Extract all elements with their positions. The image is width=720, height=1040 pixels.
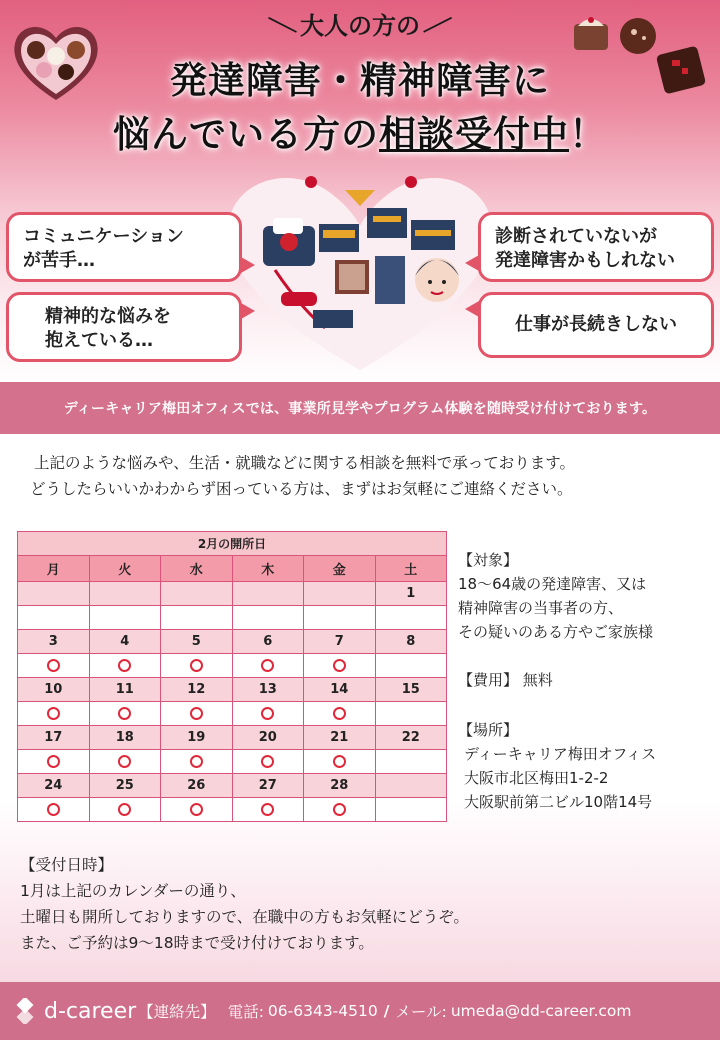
calendar-open-cell xyxy=(89,702,161,726)
calendar-date: 7 xyxy=(304,630,376,654)
calendar-date xyxy=(18,582,90,606)
calendar-open-cell xyxy=(161,702,233,726)
calendar-open-cell xyxy=(89,606,161,630)
open-circle-icon xyxy=(261,803,274,816)
open-circle-icon xyxy=(118,803,131,816)
calendar-open-cell xyxy=(18,702,90,726)
open-circle-icon xyxy=(118,659,131,672)
calendar-open-row xyxy=(18,654,447,678)
intro-line2: どうしたらいいかわからず困っている方は、まずはお気軽にご連絡ください。 xyxy=(30,480,573,498)
calendar-date xyxy=(232,582,304,606)
reception-line: 1月は上記のカレンダーの通り、 xyxy=(20,882,246,900)
calendar-open-cell xyxy=(89,654,161,678)
calendar-date: 19 xyxy=(161,726,233,750)
open-circle-icon xyxy=(47,707,60,720)
target-line: その疑いのある方やご家族様 xyxy=(458,623,654,641)
bubble-job-text: 仕事が長続きしない xyxy=(515,314,677,335)
open-circle-icon xyxy=(190,659,203,672)
calendar-open-cell xyxy=(232,750,304,774)
target-line: 精神障害の当事者の方、 xyxy=(458,599,624,617)
emphasis-lines-left: ＼ xyxy=(267,8,299,43)
calendar-date: 18 xyxy=(89,726,161,750)
calendar-date: 20 xyxy=(232,726,304,750)
hero-title-prefix: 悩んでいる方の xyxy=(113,113,379,156)
reception-line: 土曜日も開所しておりますので、在職中の方もお気軽にどうぞ。 xyxy=(20,908,469,926)
calendar-date: 28 xyxy=(304,774,376,798)
calendar-date xyxy=(161,582,233,606)
open-circle-icon xyxy=(47,755,60,768)
calendar-open-cell xyxy=(89,798,161,822)
bubble-mental-line2: 抱えている… xyxy=(45,330,153,351)
calendar-date: 25 xyxy=(89,774,161,798)
calendar-open-cell xyxy=(18,798,90,822)
calendar-date-row xyxy=(18,582,447,606)
calendar-date: 13 xyxy=(232,678,304,702)
open-circle-icon xyxy=(190,707,203,720)
open-circle-icon xyxy=(261,707,274,720)
calendar-date: 6 xyxy=(232,630,304,654)
open-circle-icon xyxy=(118,707,131,720)
separator: / xyxy=(383,1002,390,1020)
fee-heading: 【費用】 xyxy=(458,671,519,689)
contact-footer xyxy=(0,982,720,1040)
hero-lead xyxy=(0,6,720,41)
intro-text xyxy=(30,450,710,502)
hero-lead-text: 大人の方の xyxy=(300,12,420,40)
bubble-tail xyxy=(465,301,479,317)
calendar-date: 26 xyxy=(161,774,233,798)
opening-calendar xyxy=(17,531,447,822)
fee-value: 無料 xyxy=(522,671,553,689)
logo-text: d-career xyxy=(44,998,137,1024)
phone-label: 電話: xyxy=(227,1003,264,1021)
open-circle-icon xyxy=(118,755,131,768)
place-line: 大阪駅前第二ビル10階14号 xyxy=(464,793,653,811)
calendar-open-row xyxy=(18,702,447,726)
phone-number[interactable]: 06-6343-4510 xyxy=(267,1002,378,1020)
bubble-tail xyxy=(465,255,479,271)
weekday-thu: 木 xyxy=(232,556,304,582)
target-section xyxy=(458,548,718,644)
reception-heading: 【受付日時】 xyxy=(20,856,114,874)
calendar-open-cell xyxy=(18,750,90,774)
bubble-diagnosis-line1: 診断されていないが xyxy=(495,226,657,247)
reception-section xyxy=(20,852,710,956)
calendar-date-row xyxy=(18,726,447,750)
calendar-date: 12 xyxy=(161,678,233,702)
calendar-open-cell xyxy=(375,798,447,822)
intro-line1: 上記のような悩みや、生活・就職などに関する相談を無料で承っております。 xyxy=(34,454,575,472)
calendar-open-cell xyxy=(304,798,376,822)
bubble-diagnosis-line2: 発達障害かもしれない xyxy=(495,250,675,271)
d-career-logo-icon xyxy=(12,998,38,1024)
open-circle-icon xyxy=(333,707,346,720)
calendar-date: 3 xyxy=(18,630,90,654)
hero-title-line1: 発達障害・精神障害に xyxy=(170,59,550,102)
emphasis-lines-right: ／ xyxy=(421,8,453,43)
calendar-open-cell xyxy=(375,750,447,774)
weekday-fri: 金 xyxy=(304,556,376,582)
calendar-open-cell xyxy=(89,750,161,774)
reception-line: また、ご予約は9〜18時まで受け付けております。 xyxy=(20,934,374,952)
calendar-date: 22 xyxy=(375,726,447,750)
calendar-date: 27 xyxy=(232,774,304,798)
bubble-communication xyxy=(6,212,242,282)
email-link[interactable]: umeda@dd-career.com xyxy=(450,1002,632,1020)
bubble-communication-line1: コミュニケーション xyxy=(23,226,184,247)
calendar-date-row xyxy=(18,774,447,798)
calendar-date: 14 xyxy=(304,678,376,702)
hero-title-highlight: 相談受付中 xyxy=(379,113,569,156)
calendar-date: 11 xyxy=(89,678,161,702)
place-line: 大阪市北区梅田1-2-2 xyxy=(464,769,609,787)
calendar-open-cell xyxy=(375,606,447,630)
place-line: ディーキャリア梅田オフィス xyxy=(464,745,657,763)
bubble-job xyxy=(478,292,714,358)
open-circle-icon xyxy=(261,755,274,768)
bubble-diagnosis xyxy=(478,212,714,282)
info-panel xyxy=(458,548,718,838)
info-banner: ディーキャリア梅田オフィスでは、事業所見学やプログラム体験を随時受け付けております。 xyxy=(0,382,720,434)
mail-label: メール: xyxy=(395,1003,447,1021)
place-heading: 【場所】 xyxy=(458,721,519,739)
bubble-mental-line1: 精神的な悩みを xyxy=(45,306,171,327)
bubble-tail xyxy=(241,303,255,319)
bubble-mental xyxy=(6,292,242,362)
bubble-tail xyxy=(241,257,255,273)
calendar-date: 8 xyxy=(375,630,447,654)
calendar-open-row xyxy=(18,798,447,822)
calendar-open-cell xyxy=(304,654,376,678)
target-line: 18〜64歳の発達障害、又は xyxy=(458,575,647,593)
calendar-open-cell xyxy=(161,798,233,822)
calendar-date: 10 xyxy=(18,678,90,702)
calendar-open-cell xyxy=(375,702,447,726)
weekday-tue: 火 xyxy=(89,556,161,582)
target-heading: 【対象】 xyxy=(458,551,519,569)
calendar-open-cell xyxy=(161,750,233,774)
open-circle-icon xyxy=(47,803,60,816)
calendar-body xyxy=(18,582,447,822)
calendar-open-cell xyxy=(304,702,376,726)
calendar-open-cell xyxy=(375,654,447,678)
calendar-date: 17 xyxy=(18,726,90,750)
calendar-date xyxy=(375,774,447,798)
calendar-date: 21 xyxy=(304,726,376,750)
hero-title-line2 xyxy=(0,104,720,158)
heart-illustration xyxy=(215,160,505,375)
calendar-caption: 2月の開所日 xyxy=(18,532,447,556)
calendar-date: 5 xyxy=(161,630,233,654)
calendar-open-row xyxy=(18,606,447,630)
calendar-open-cell xyxy=(304,750,376,774)
weekday-mon: 月 xyxy=(18,556,90,582)
hero-section xyxy=(0,0,720,382)
calendar-date-row xyxy=(18,678,447,702)
calendar-date: 15 xyxy=(375,678,447,702)
calendar-open-cell xyxy=(232,606,304,630)
weekday-wed: 水 xyxy=(161,556,233,582)
fee-section xyxy=(458,668,718,692)
calendar-open-row xyxy=(18,750,447,774)
calendar-date xyxy=(89,582,161,606)
calendar-date xyxy=(304,582,376,606)
calendar-date: 4 xyxy=(89,630,161,654)
calendar-open-cell xyxy=(18,654,90,678)
d-career-logo xyxy=(12,998,136,1024)
calendar-open-cell xyxy=(161,654,233,678)
bubble-communication-line2: が苦手… xyxy=(23,250,95,271)
calendar-open-cell xyxy=(232,702,304,726)
calendar-open-cell xyxy=(18,606,90,630)
calendar-date: 1 xyxy=(375,582,447,606)
open-circle-icon xyxy=(333,803,346,816)
calendar-weekdays xyxy=(18,556,447,582)
open-circle-icon xyxy=(190,755,203,768)
calendar-open-cell xyxy=(232,654,304,678)
calendar-open-cell xyxy=(161,606,233,630)
calendar-date: 24 xyxy=(18,774,90,798)
open-circle-icon xyxy=(261,659,274,672)
place-section xyxy=(458,718,718,814)
calendar-date-row xyxy=(18,630,447,654)
open-circle-icon xyxy=(333,659,346,672)
hero-title-suffix: ！ xyxy=(569,113,607,156)
open-circle-icon xyxy=(190,803,203,816)
open-circle-icon xyxy=(47,659,60,672)
calendar-open-cell xyxy=(232,798,304,822)
open-circle-icon xyxy=(333,755,346,768)
calendar-open-cell xyxy=(304,606,376,630)
contact-label: 【連絡先】 xyxy=(138,1003,216,1021)
weekday-sat: 土 xyxy=(375,556,447,582)
